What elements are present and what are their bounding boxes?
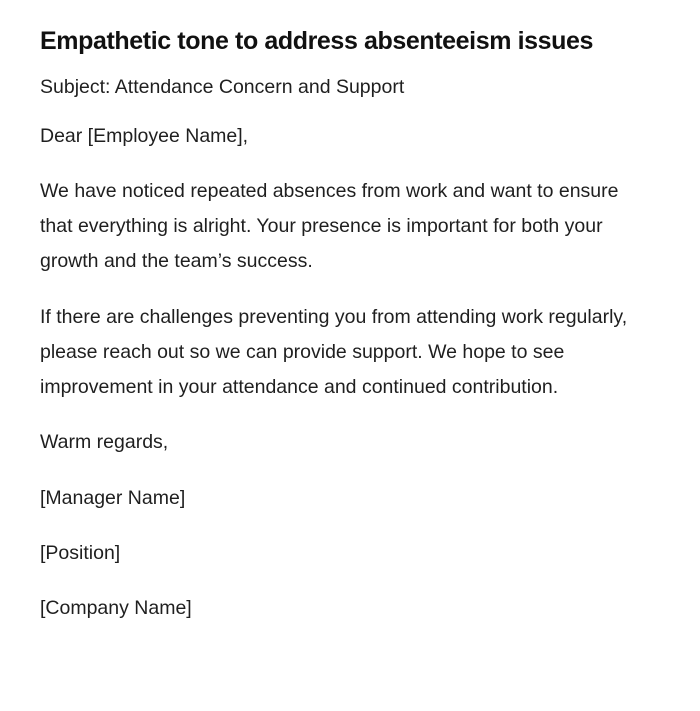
signature-company: [Company Name] [40,597,192,619]
letter-subject: Subject: Attendance Concern and Support [40,76,405,98]
signature-position: [Position] [40,542,121,564]
letter-paragraph-1: We have noticed repeated absences from work and want to ensure that everything is alright. Your presence is important for both your growth and the team’s success. [40,180,619,272]
page-title: Empathetic tone to address absenteeism issues [40,27,594,55]
letter-closing: Warm regards, [40,431,169,453]
letter-paragraph-2: If there are challenges preventing you from attending work regularly, please reach out so we can provide support. We hope to see improvement in your attendance and continued contribution. [40,306,628,398]
letter-greeting: Dear [Employee Name], [40,125,249,147]
signature-name: [Manager Name] [40,487,186,509]
